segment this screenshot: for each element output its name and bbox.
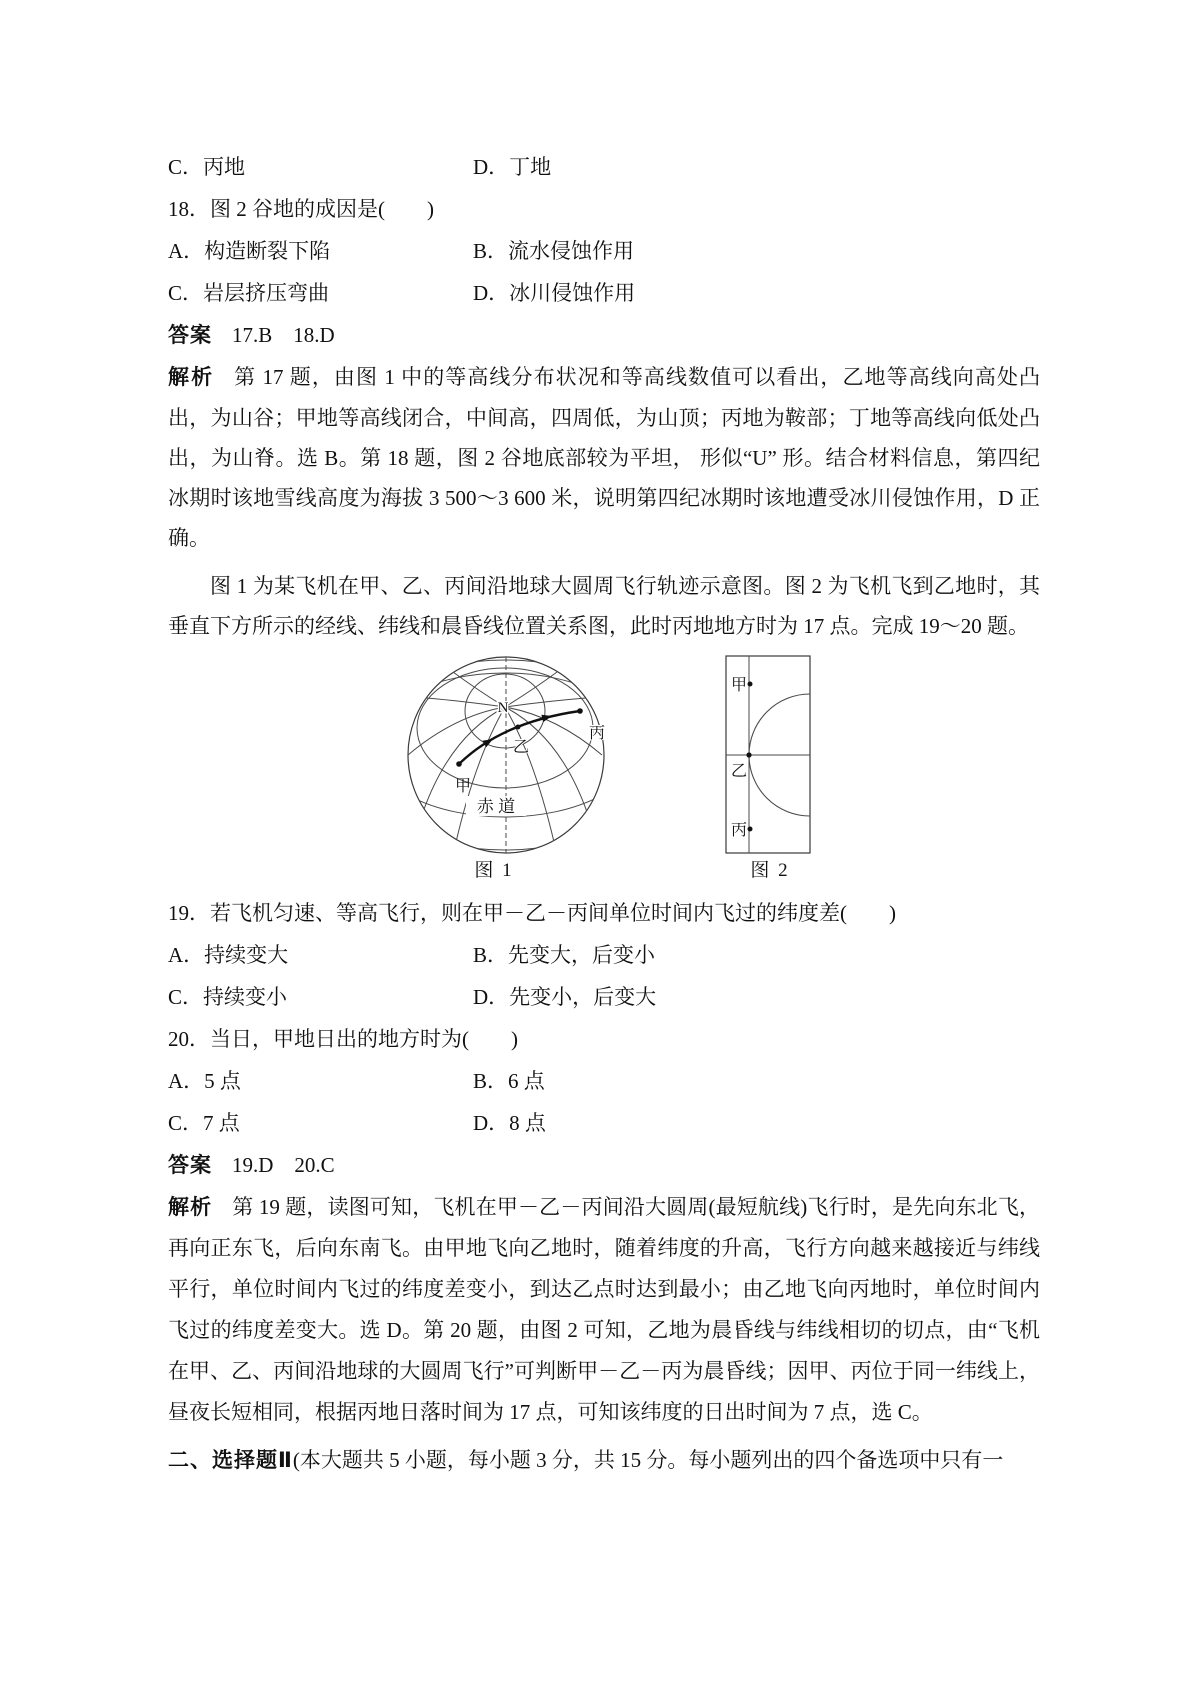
figure-1-caption: 图 1: [474, 860, 514, 881]
figure-1-globe: [392, 652, 622, 884]
point-jia-dot: [456, 761, 462, 767]
section-2-description: (本大题共 5 小题，每小题 3 分，共 15 分。每小题列出的四个备选项中只有一: [292, 1448, 1004, 1472]
answer-line-19-20: [168, 1144, 1040, 1187]
label-jia: 甲: [454, 778, 472, 795]
option-18-d: D．冰川侵蚀作用: [473, 281, 636, 305]
q19-options-row-ab: [168, 934, 1040, 976]
label-yi: 乙: [730, 763, 747, 780]
option-19-d: D．先变小，后变大: [473, 985, 657, 1009]
figures-row: [168, 652, 1040, 884]
section-2-header: [168, 1439, 1040, 1482]
answer-label: 答案: [168, 324, 212, 347]
figure-2-terminator: [724, 652, 816, 884]
meridian-terminator-figure: [724, 652, 816, 858]
analysis-paragraph-17-18: [168, 357, 1040, 558]
figure-2-caption: 图 2: [750, 860, 790, 881]
question-20-stem: 20．当日，甲地日出的地方时为( ): [168, 1027, 518, 1051]
option-18-b: B．流水侵蚀作用: [473, 239, 635, 263]
point-yi-dot: [516, 725, 521, 730]
answer-line-17-18: [168, 314, 1040, 357]
north-pole-label: N: [497, 700, 509, 716]
point-jia-dot: [748, 682, 753, 687]
analysis-label: 解析: [168, 1196, 213, 1219]
analysis-paragraph-19-20: [168, 1187, 1040, 1433]
graticule: [392, 657, 622, 853]
option-20-b: B．6 点: [473, 1069, 545, 1093]
option-20-d: D．8 点: [473, 1111, 546, 1135]
answer-values-17-18: 17.B 18.D: [231, 323, 335, 347]
point-bing-dot: [748, 827, 753, 832]
question-19-stem: 19．若飞机匀速、等高飞行，则在甲－乙－丙间单位时间内飞过的纬度差( ): [168, 901, 896, 925]
q18-options-row-ab: [168, 230, 1040, 272]
option-19-c: C．持续变小: [168, 985, 288, 1009]
option-19-b: B．先变大，后变小: [473, 943, 656, 967]
option-20-a: A．5 点: [168, 1069, 241, 1093]
section-2-title: 二、选择题Ⅱ: [168, 1449, 293, 1472]
answer-values-19-20: 19.D 20.C: [231, 1153, 335, 1177]
point-bing-dot: [577, 708, 583, 714]
passage-19-20: 图 1 为某飞机在甲、乙、丙间沿地球大圆周飞行轨迹示意图。图 2 为飞机飞到乙地时，其垂直下方所示的经线、纬线和晨昏线位置关系图，此时丙地地方时为 17 点。完成 19～20 题。: [168, 574, 1040, 638]
option-18-c: C．岩层挤压弯曲: [168, 281, 330, 305]
label-bing: 丙: [588, 725, 606, 742]
analysis-label: 解析: [168, 366, 215, 389]
q19-options-row-cd: [168, 976, 1040, 1018]
latitude-mid: [417, 668, 593, 788]
equator-line: [392, 673, 622, 817]
analysis-text-19-20: 第 19 题，读图可知，飞机在甲－乙－丙间沿大圆周(最短航线)飞行时，是先向东北飞，再向正东飞，后向东南飞。由甲地飞向乙地时，随着纬度的升高，飞行方向越来越接近与纬线平行，单位时间内飞过的纬度差变小，到达乙点时达到最小；由乙地飞向丙地时，单位时间内飞过的纬度差变大。选 D。第 20 题，由图 2 可知，乙地为晨昏线与纬线相切的切点，由“飞机在甲、乙、丙间沿地球的大圆周飞行”可判断甲－乙－丙为晨昏线；因甲、丙位于同一纬线上，昼夜长短相同，根据丙地日落时间为 17 点，可知该纬度的日出时间为 7 点，选 C。: [168, 1195, 1041, 1424]
label-yi: 乙: [512, 739, 530, 756]
option-19-a: A．持续变大: [168, 943, 289, 967]
q18-options-row-cd: [168, 272, 1040, 314]
option-17-d: D．丁地: [473, 155, 552, 179]
equator-label: 赤 道: [476, 797, 516, 816]
q20-options-row-ab: [168, 1060, 1040, 1102]
q20-options-row-cd: [168, 1102, 1040, 1144]
label-bing: 丙: [730, 822, 747, 839]
question-18-stem: 18．图 2 谷地的成因是( ): [168, 197, 434, 221]
option-18-a: A．构造断裂下陷: [168, 239, 331, 263]
option-17-c: C．丙地: [168, 155, 246, 179]
analysis-text-17-18: 第 17 题，由图 1 中的等高线分布状况和等高线数值可以看出，乙地等高线向高处凸出，为山谷；甲地等高线闭合，中间高，四周低，为山顶；丙地为鞍部；丁地等高线向低处凸出，为山脊。选 B。第 18 题，图 2 谷地底部较为平坦， 形似“U” 形。结合材料信息，第四纪冰期时该地雪线高度为海拔 3 500～3 600 米，说明第四纪冰期时该地遭受冰川侵蚀作用，D 正确。: [168, 365, 1041, 550]
q17-options-row-cd: [168, 146, 1040, 188]
label-jia: 甲: [730, 677, 747, 694]
answer-label: 答案: [168, 1154, 212, 1177]
globe-flight-path-figure: [392, 652, 622, 858]
point-yi-dot: [746, 752, 751, 757]
option-20-c: C．7 点: [168, 1111, 240, 1135]
